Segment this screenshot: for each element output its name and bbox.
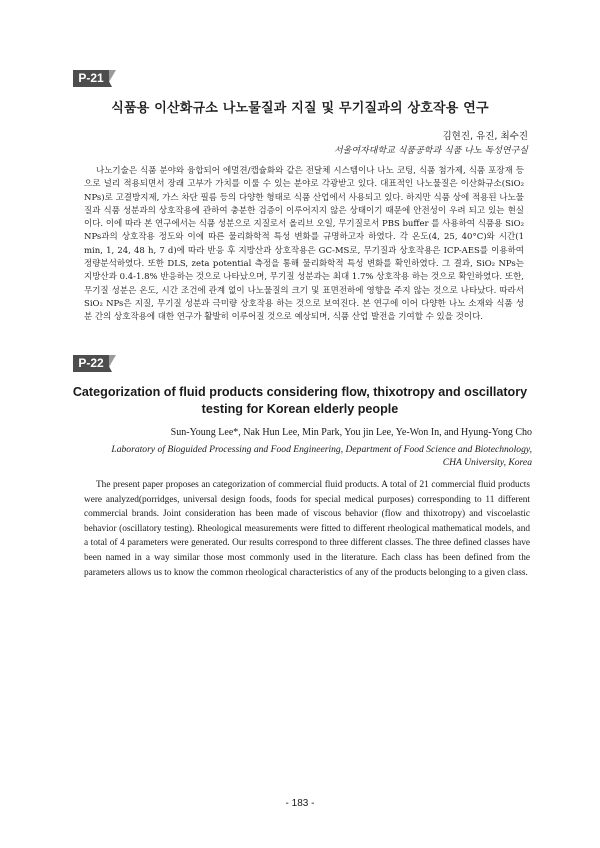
paper-authors-korean: 김현진, 유진, 최수진 xyxy=(442,131,528,142)
paper-tag-label: P-22 xyxy=(78,356,104,370)
paper-tag-p21 xyxy=(73,70,119,87)
paper-abstract-korean: 나노기술은 식품 분야와 융합되어 에멀젼/캡슐화와 같은 전달체 시스템이나 나노 코팅, 식품 첨가제, 식품 포장재 등으로 널리 적용되면서 장래 고부가 가치를 이룰 수 있는 분야로 각광받고 있다. 대표적인 나노물질은 이산화규소(SiO₂ NPs)로 고결방지제, 가스 차단 필름 등의 다양한 형태로 식품 산업에서 사용되고 있다. 하지만 식품 상에 적용된 나노물질과 식품 성분과의 상호작용에 관하여 충분한 검증이 이루어지지 않은 상태이기 때문에 안전성이 우려 되고 있는 현실이다. 이에 따라 본 연구에서는 식품 성분으로 지질로서 올리브 오일, 무기질로서 PBS buffer 를 사용하여 식품용 SiO₂ NPs과의 상호작용 정도와 이에 따른 물리화학적 특성 변화를 규명하고자 하였다. 각 온도(4, 25, 40°C)와 시간(1 min, 1, 24, 48 h, 7 d)에 따라 반응 후 지방산과 상호작용은 GC-MS로, 무기질과 상호작용은 ICP-AES를 이용하여 정량분석하였다. 또한 DLS, zeta potential 측정을 통해 물리화학적 특성 변화를 확인하였다. 그 결과, SiO₂ NPs는 지방산과 0.4-1.8% 반응하는 것으로 나타났으며, 무기질 성분과는 최대 1.7% 상호작용 하는 것으로 확인하였다. 또한, 무기질 성분은 온도, 시간 조건에 관계 없이 나노물질의 크기 및 표면전하에 영향을 주지 않는 것으로 나타났다. 따라서 SiO₂ NPs은 지질, 무기질 성분과 극미량 상호작용 하는 것으로 보여진다. 본 연구에 이어 다양한 나노 소재와 식품 성분 간의 상호작용에 대한 연구가 활발히 이루어질 것으로 예상되며, 식품 산업 발전을 기여할 수 있을 것이다. xyxy=(84,166,524,323)
paper-authors-english: Sun-Young Lee*, Nak Hun Lee, Min Park, You jin Lee, Ye-Won In, and Hyung-Yong Cho xyxy=(170,427,532,438)
paper-affiliation-english: Laboratory of Bioguided Processing and Food Engineering, Department of Food Science and Biotechnology, CHA University, Korea xyxy=(111,444,532,468)
paper-tag-p22 xyxy=(73,355,119,372)
paper-tag-label: P-21 xyxy=(78,71,104,85)
paper-title-english: Categorization of fluid products considering flow, thixotropy and oscillatory testing for Korean elderly people xyxy=(72,385,528,416)
paper-affiliation-korean: 서울여자대학교 식품공학과 식품 나노 독성연구실 xyxy=(333,146,528,156)
paper-title-korean: 식품용 이산화규소 나노물질과 지질 및 무기질과의 상호작용 연구 xyxy=(111,101,489,116)
page-number: - 183 - xyxy=(285,798,315,809)
paper-abstract-english: The present paper proposes an categorization of commercial fluid products. A total of 21 commercial fluid products were analyzed(porridges, universal design foods, foods for special medical purposes) corresponding to 11 different commercial brands. Joint consideration has been made of viscous behavior (flow and thixotropy) and viscoelastic behavior (oscillatory testing). Rheological measurements were fitted to different rheological mathematical models, and a total of 4 parameters were generated. Our results correspond to three different classes. The three defined classes have been named in a way similar those most commonly used in the literature. Each class has been defined from the parameters allows us to know the common rheological characteristics of any of the products belonging to a given class. xyxy=(84,480,530,578)
